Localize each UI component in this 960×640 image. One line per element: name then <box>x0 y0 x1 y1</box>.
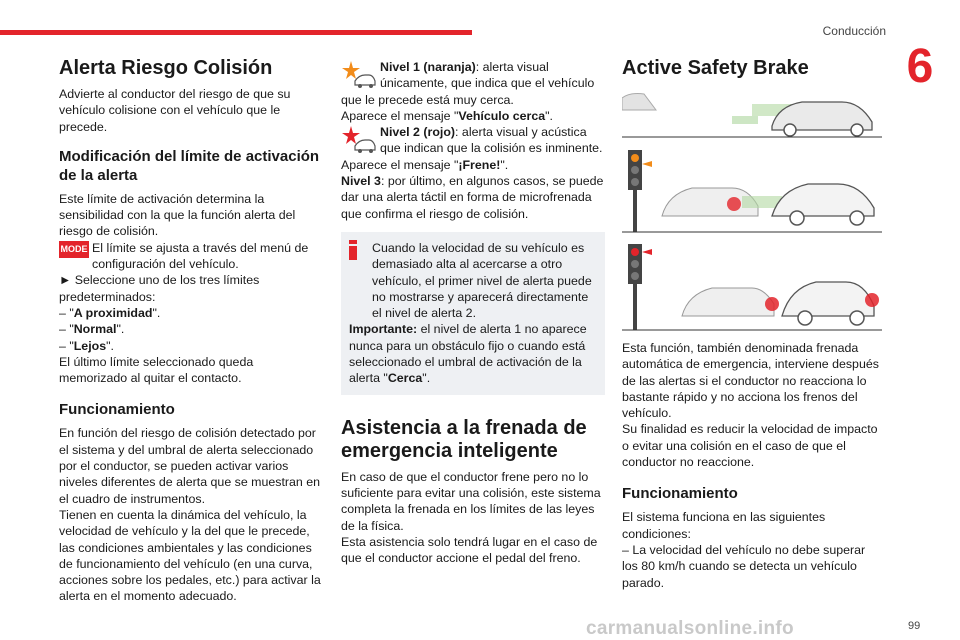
paragraph: Este límite de activación determina la sensibilidad con la que la función alerta del riesgo de colisión. <box>59 191 296 239</box>
paragraph: Tienen en cuenta la dinámica del vehículo, la velocidad de vehículo y la del que le precede, las condiciones ambientales y las condiciones de funcionamiento del vehículo (en una curva, acciones sobre los pedales, etc.) para activar la alerta en el momento adecuado. <box>59 507 321 604</box>
watermark: carmanualsonline.info <box>586 618 794 639</box>
paragraph: ► Seleccione uno de los tres límites predeterminados: <box>59 273 260 304</box>
paragraph: Su finalidad es reducir la velocidad de impacto o evitar una colisión en el caso de que el conductor no reaccione. <box>622 422 878 470</box>
alert-level-3: Nivel 3: por último, en algunos casos, se puede dar una alerta táctil en forma de microfrenada que confirma el riesgo de colisión. <box>341 174 604 221</box>
info-paragraph: Importante: el nivel de alerta 1 no aparece nunca para un obstáculo fijo o cuando está seleccionado el umbral de activación de la alerta "Cerca". <box>349 322 587 386</box>
column-3 <box>622 56 884 591</box>
option-list <box>59 305 321 354</box>
list-item: – "A proximidad". <box>59 305 161 320</box>
subsection-title: Modificación del límite de activación de la alerta <box>59 147 320 184</box>
paragraph: En caso de que el conductor frene pero no lo suficiente para evitar una colisión, este sistema completa la frenada en los límites de las leyes de la física. <box>341 469 601 533</box>
section-title-alerta: Alerta Riesgo Colisión <box>59 57 273 79</box>
collision-alert-red-icon <box>341 124 377 154</box>
chapter-name: Conducción <box>822 24 886 38</box>
column-2 <box>341 59 605 566</box>
paragraph: El sistema funciona en las siguientes condiciones: <box>622 510 826 541</box>
collision-alert-orange-icon <box>341 59 377 89</box>
column-1 <box>59 56 321 605</box>
paragraph: Esta asistencia solo tendrá lugar en el caso de que el conductor accione el pedal del freno. <box>341 534 598 566</box>
level-1-label: Nivel 1 (naranja) <box>380 60 476 74</box>
paragraph: El límite se ajusta a través del menú de configuración del vehículo. <box>92 240 309 272</box>
illustration-approach <box>622 90 882 138</box>
mode-button-icon: MODE <box>59 241 89 258</box>
section-title-asistencia: Asistencia a la frenada de emergencia inteligente <box>341 416 587 462</box>
subsection-title: Funcionamiento <box>59 401 175 419</box>
message-vehiculo-cerca: Vehículo cerca <box>458 108 546 123</box>
list-item: – "Lejos". <box>59 338 114 353</box>
paragraph: Advierte al conductor del riesgo de que su vehículo colisione con el vehículo que le precede. <box>59 87 291 134</box>
info-box <box>341 232 605 395</box>
chapter-number: 6 <box>906 40 934 93</box>
paragraph: En función del riesgo de colisión detectado por el sistema y del umbral de alerta seleccionado por el conductor, se pueden activar varios niveles diferentes de alerta que se muestran en el cuadro de instrumentos. <box>59 426 321 506</box>
info-paragraph: Cuando la velocidad de su vehículo es demasiado alta al acercarse a otro vehículo, el primer nivel de alerta puede no mostrarse y aparecerá directamente el nivel de alerta 2. <box>372 240 592 321</box>
paragraph: El último límite seleccionado queda memorizado al quitar el contacto. <box>59 354 254 386</box>
subsection-title: Funcionamiento <box>622 485 738 503</box>
info-icon <box>349 240 357 260</box>
header-accent-bar <box>0 30 472 35</box>
illustration-red-alert <box>622 242 882 332</box>
alert-level-2: Nivel 2 (rojo): alerta visual y acústica que indican que la colisión es inminente. Aparece el mensaje "¡Frene!". <box>341 125 603 172</box>
level-2-label: Nivel 2 (rojo) <box>380 125 456 140</box>
message-frene: ¡Frene! <box>458 157 501 172</box>
section-title-active-safety-brake: Active Safety Brake <box>622 57 809 79</box>
mode-row <box>59 240 321 273</box>
list-item: – "Normal". <box>59 322 125 337</box>
page-number: 99 <box>908 620 921 632</box>
illustration-orange-alert <box>622 146 882 234</box>
list-item: – La velocidad del vehículo no debe superar los 80 km/h cuando se detecta un vehículo parado. <box>622 542 866 590</box>
paragraph: Esta función, también denominada frenada automática de emergencia, interviene después de las alertas si el conductor no reacciona lo bastante rápido y no acciona los frenos del vehículo. <box>622 341 879 421</box>
alert-level-1: Nivel 1 (naranja): alerta visual únicamente, que indica que el vehículo que le precede está muy cerca. Aparece el mensaje "Vehículo cerca". <box>341 60 595 123</box>
